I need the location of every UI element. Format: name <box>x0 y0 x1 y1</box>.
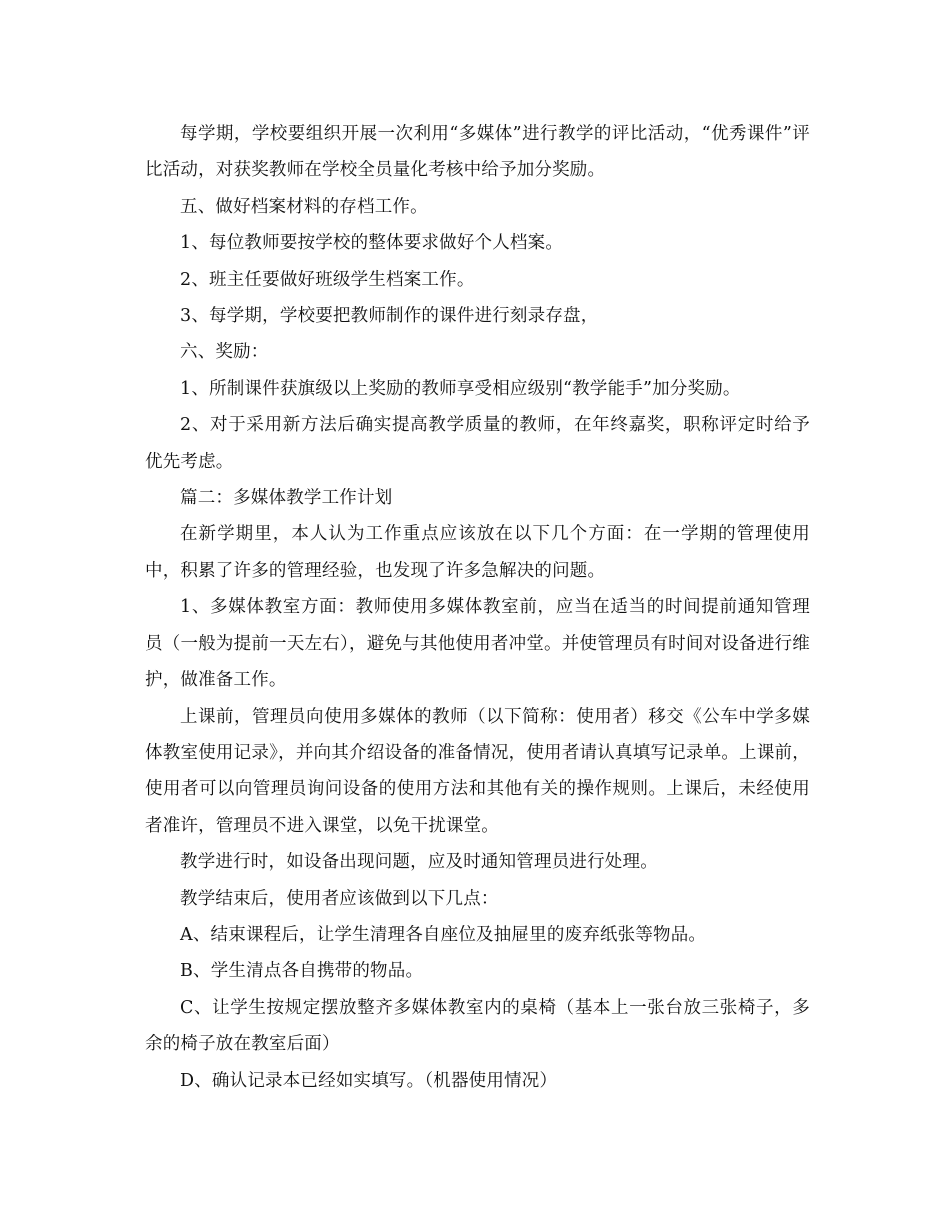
paragraph-before-class: 上课前，管理员向使用多媒体的教师（以下简称：使用者）移交《公车中学多媒体教室使用记录》，并向其介绍设备的准备情况，使用者请认真填写记录单。上课前，使用者可以向管理员询问设备的使用方法和其他有关的操作规则。上课后，未经使用者准许，管理员不进入课堂，以免干扰课堂。 <box>145 706 810 836</box>
list-item-class-archive: 2、班主任要做好班级学生档案工作。 <box>180 269 475 290</box>
paragraph-during-class: 教学进行时，如设备出现问题，应及时通知管理员进行处理。 <box>180 852 658 873</box>
document-body <box>145 116 810 1099</box>
list-item-personal-archive: 1、每位教师要按学校的整体要求做好个人档案。 <box>180 233 564 254</box>
list-item-c-chairs: C、让学生按规定摆放整齐多媒体教室内的桌椅（基本上一张台放三张椅子，多余的椅子放在教室后面） <box>145 997 810 1055</box>
list-item-courseware-burning: 3、每学期，学校要把教师制作的课件进行刻录存盘， <box>180 306 599 327</box>
list-item-a-cleanup: A、结束课程后，让学生清理各自座位及抽屉里的废弃纸张等物品。 <box>180 924 707 945</box>
list-item-quality-award: 2、对于采用新方法后确实提高教学质量的教师，在年终嘉奖，职称评定时给予优先考虑。 <box>145 415 810 472</box>
paragraph-after-class: 教学结束后，使用者应该做到以下几点： <box>180 888 499 909</box>
paragraph-evaluation-activity: 每学期，学校要组织开展一次利用“多媒体”进行教学的评比活动，“优秀课件”评比活动，对获奖教师在学校全员量化考核中给予加分奖励。 <box>145 124 810 181</box>
heading-rewards: 六、奖励： <box>180 342 269 363</box>
paragraph-new-semester: 在新学期里，本人认为工作重点应该放在以下几个方面：在一学期的管理使用中，积累了许多的管理经验，也发现了许多急解决的问题。 <box>145 524 810 581</box>
list-item-courseware-award: 1、所制课件获旗级以上奖励的教师享受相应级别“教学能手”加分奖励。 <box>180 378 741 399</box>
heading-archive-work: 五、做好档案材料的存档工作。 <box>180 196 428 217</box>
list-item-b-belongings: B、学生清点各自携带的物品。 <box>180 961 424 982</box>
paragraph-classroom-notice: 1、多媒体教室方面：教师使用多媒体教室前，应当在适当的时间提前通知管理员（一般为提前一天左右），避免与其他使用者冲堂。并使管理员有时间对设备进行维护，做准备工作。 <box>145 597 810 691</box>
section-title-part-two: 篇二：多媒体教学工作计划 <box>180 488 393 509</box>
list-item-d-record: D、确认记录本已经如实填写。（机器使用情况） <box>180 1070 558 1091</box>
